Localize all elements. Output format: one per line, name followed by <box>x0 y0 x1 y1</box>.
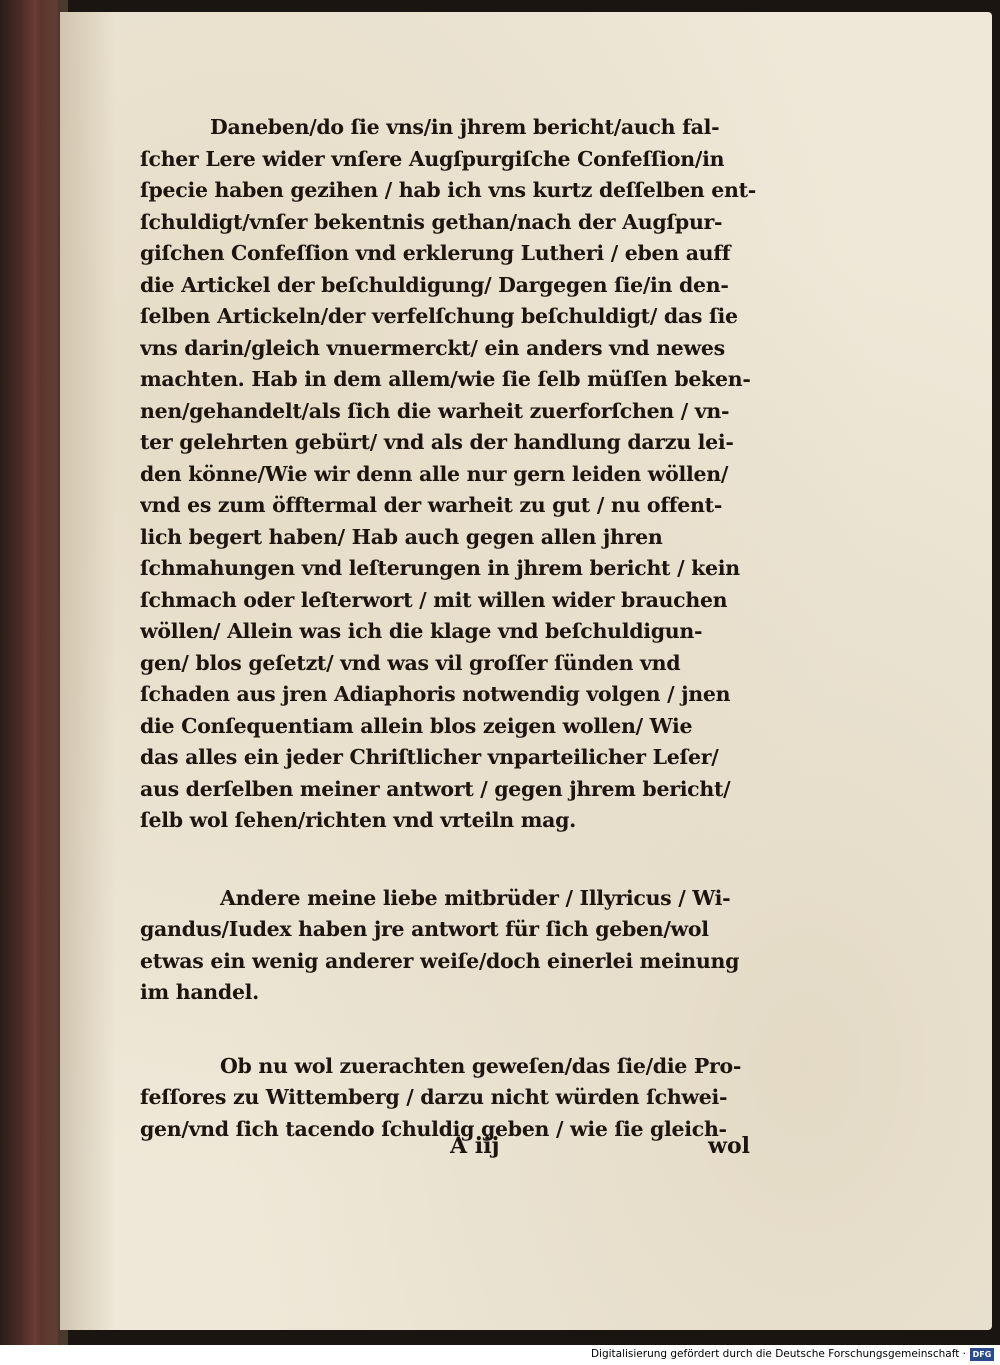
text-line: aus derſelben meiner antwort / gegen jhrem bericht/ <box>140 776 731 801</box>
text-line: im handel. <box>140 980 260 1004</box>
text-line: Ob nu wol zuerachten geweſen/das ſie/die Pro- <box>220 1053 742 1078</box>
body-text <box>140 112 806 1145</box>
text-line: nen/gehandelt/als ſich die warheit zuerforſchen / vn- <box>140 398 730 423</box>
text-line: etwas ein wenig anderer weiſe/doch einerlei meinung <box>140 948 740 973</box>
text-line: ſelb wol ſehen/richten vnd vrteiln mag. <box>140 808 576 832</box>
text-line: ſcher Lere wider vnſere Augſpurgiſche Confeſſion/in <box>140 146 725 171</box>
credit-bar <box>0 1345 1000 1365</box>
text-line: gen/ blos geſetzt/ vnd was vil groſſer ſünden vnd <box>140 650 681 675</box>
text-line: lich begert haben/ Hab auch gegen allen jhren <box>140 524 663 549</box>
text-line: den könne/Wie wir denn alle nur gern leiden wöllen/ <box>140 461 729 486</box>
text-line: ſchaden aus jren Adiaphoris notwendig volgen / jnen <box>140 682 731 706</box>
text-line: gandus/Iudex haben jre antwort für ſich geben/wol <box>140 917 709 941</box>
text-line: ſchuldigt/vnſer bekentnis gethan/nach der Augſpur- <box>140 209 723 234</box>
digitization-credit: Digitalisierung gefördert durch die Deutsche Forschungsgemeinschaft · <box>590 1348 966 1360</box>
text-line: Daneben/do ſie vns/in jhrem bericht/auch fal- <box>210 115 720 139</box>
text-line: vns darin/gleich vnuermerckt/ ein anders vnd newes <box>140 335 725 360</box>
paragraph-3 <box>140 1051 806 1146</box>
text-line: das alles ein jeder Chriſtlicher vnparteilicher Leſer/ <box>140 745 719 769</box>
dfg-logo: DFG <box>970 1348 994 1361</box>
paragraph-2 <box>140 883 806 1009</box>
text-line: ſpecie haben gezihen / hab ich vns kurtz deſſelben ent- <box>140 178 756 202</box>
text-line: feſſores zu Wittemberg / darzu nicht würden ſchwei- <box>140 1085 728 1109</box>
text-line: Andere meine liebe mitbrüder / Illyricus / Wi- <box>220 885 731 910</box>
text-line: gen/vnd ſich tacendo ſchuldig geben / wie ſie gleich- <box>140 1116 727 1141</box>
text-line: machten. Hab in dem allem/wie ſie ſelb müſſen beken- <box>140 367 751 391</box>
text-line: die Artickel der beſchuldigung/ Dargegen ſie/in den- <box>140 272 729 297</box>
text-line: giſchen Confeſſion vnd erklerung Lutheri / eben auff <box>140 241 731 265</box>
text-line: vnd es zum öfftermal der warheit zu gut / nu offent- <box>140 493 723 517</box>
text-line: ſelben Artickeln/der verfelſchung beſchuldigt/ das ſie <box>140 304 738 328</box>
signature-mark: A iij <box>450 1133 500 1159</box>
text-line: wöllen/ Allein was ich die klage vnd beſchuldigun- <box>140 619 703 643</box>
text-line: ſchmach oder leſterwort / mit willen wider brauchen <box>140 587 728 612</box>
catchword: wol <box>708 1133 750 1159</box>
text-line: ter gelehrten gebürt/ vnd als der handlung darzu lei- <box>140 430 734 454</box>
text-line: ſchmahungen vnd leſterungen in jhrem bericht / kein <box>140 556 740 580</box>
text-line: die Conſequentiam allein blos zeigen wollen/ Wie <box>140 713 693 738</box>
paragraph-1 <box>140 112 806 837</box>
page-footer <box>440 1133 760 1163</box>
